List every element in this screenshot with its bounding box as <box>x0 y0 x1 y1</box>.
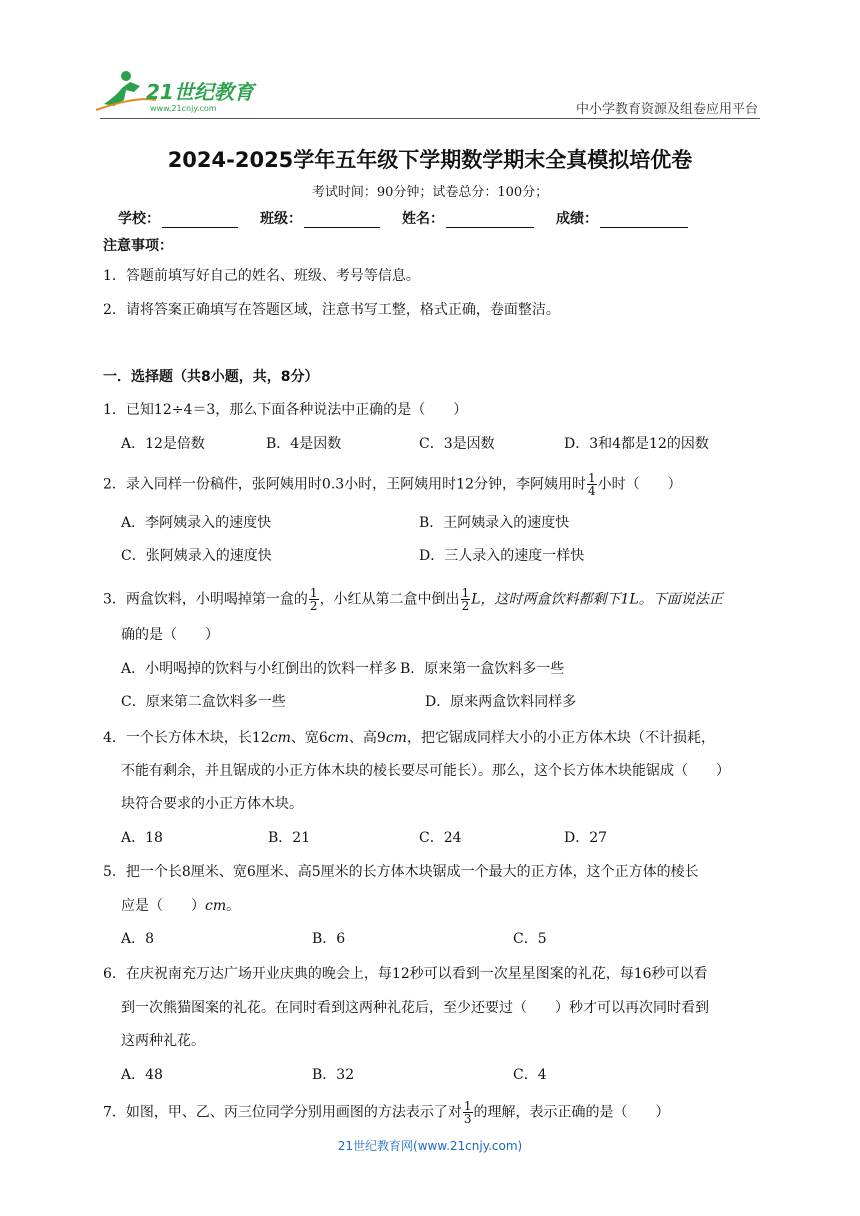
footer-link[interactable]: 21世纪教育网(www.21cnjy.com) <box>337 1139 523 1153</box>
q6-option-b[interactable]: B．32 <box>312 1067 355 1083</box>
logo-text: 21世纪教育 <box>146 80 254 104</box>
q1-stem: 1．已知12÷4＝3，那么下面各种说法中正确的是（ ） <box>103 402 468 418</box>
q4-stem-line2: 不能有剩余，并且锯成的小正方体木块的棱长要尽可能长）。那么，这个长方体木块能锯成（ ） <box>121 763 730 779</box>
q2-option-d[interactable]: D．三人录入的速度一样快 <box>419 548 585 564</box>
q3-option-c[interactable]: C．原来第二盒饮料多一些 <box>121 694 286 710</box>
q1-option-a[interactable]: A．12是倍数 <box>121 436 205 452</box>
q7-stem: 7．如图，甲、乙、丙三位同学分别用画图的方法表示了对 $\frac{1}{3}$ 的理解，表示正确的是（ ） <box>103 1099 670 1126</box>
class-field[interactable]: 班级： <box>260 208 380 228</box>
fraction: $\frac{1}{2}$ <box>309 586 318 613</box>
q3-stem: 3．两盒饮料，小明喝掉第一盒的 $\frac{1}{2}$ ，小红从第二盒中倒出 $\frac{1}{2}$ L，这时两盒饮料都剩下1L。下面说法正 <box>103 586 723 613</box>
q3-option-a[interactable]: A．小明喝掉的饮料与小红倒出的饮料一样多 <box>121 661 398 677</box>
q5-option-b[interactable]: B．6 <box>312 931 346 947</box>
notice-item-2: 2．请将答案正确填写在答题区域，注意书写工整，格式正确，卷面整洁。 <box>103 302 560 318</box>
fraction: $\frac{1}{3}$ <box>463 1099 472 1126</box>
q4-stem: 4．一个长方体木块，长12cm、宽6cm、高9cm，把它锯成同样大小的小正方体木块（不计损耗， <box>103 730 715 746</box>
q5-option-c[interactable]: C．5 <box>513 931 547 947</box>
fraction: $\frac{1}{4}$ <box>588 471 596 498</box>
logo-url: www.21cnjy.com <box>150 104 217 113</box>
q6-stem-line3: 这两种礼花。 <box>121 1033 205 1049</box>
info-fields <box>118 208 710 228</box>
q3-stem-line2: 确的是（ ） <box>121 627 219 643</box>
q5-option-a[interactable]: A．8 <box>121 931 155 947</box>
q2-option-b[interactable]: B．王阿姨录入的速度快 <box>419 515 570 531</box>
q4-option-b[interactable]: B．21 <box>268 830 311 846</box>
logo <box>96 66 266 114</box>
name-field[interactable]: 姓名： <box>402 208 534 228</box>
q2-stem: 2．录入同样一份稿件，张阿姨用时0.3小时，王阿姨用时12分钟，李阿姨用时 $\frac{1}{4}$ 小时（ ） <box>103 471 682 498</box>
q1-option-c[interactable]: C．3是因数 <box>419 436 495 452</box>
school-field[interactable]: 学校： <box>118 208 238 228</box>
q6-option-c[interactable]: C．4 <box>513 1067 547 1083</box>
q6-stem: 6．在庆祝南充万达广场开业庆典的晚会上，每12秒可以看到一次星星图案的礼花，每16秒可以看 <box>103 966 708 982</box>
platform-label: 中小学教育资源及组卷应用平台 <box>575 102 758 117</box>
score-field[interactable]: 成绩： <box>556 208 688 228</box>
q6-option-a[interactable]: A．48 <box>121 1067 163 1083</box>
q4-stem-line3: 块符合要求的小正方体木块。 <box>121 796 303 812</box>
q5-stem: 5．把一个长8厘米、宽6厘米、高5厘米的长方体木块锯成一个最大的正方体，这个正方体的棱长 <box>103 864 699 880</box>
exam-info: 考试时间：90分钟；试卷总分：100分； <box>311 185 549 200</box>
q2-option-c[interactable]: C．张阿姨录入的速度快 <box>121 548 272 564</box>
q4-option-c[interactable]: C．24 <box>419 830 462 846</box>
q1-option-b[interactable]: B．4是因数 <box>266 436 342 452</box>
q4-option-a[interactable]: A．18 <box>121 830 163 846</box>
q4-option-d[interactable]: D．27 <box>564 830 608 846</box>
q3-option-d[interactable]: D．原来两盒饮料同样多 <box>425 694 577 710</box>
header-divider <box>100 118 760 119</box>
notice-item-1: 1．答题前填写好自己的姓名、班级、考号等信息。 <box>103 268 420 284</box>
page-title: 2024-2025学年五年级下学期数学期末全真模拟培优卷 <box>167 148 693 172</box>
q6-stem-line2: 到一次熊猫图案的礼花。在同时看到这两种礼花后，至少还要过（ ）秒才可以再次同时看到 <box>121 1000 709 1016</box>
q3-option-b[interactable]: B．原来第一盒饮料多一些 <box>400 661 565 677</box>
q1-option-d[interactable]: D．3和4都是12的因数 <box>564 436 709 452</box>
q5-stem-line2: 应是（ ）cm。 <box>121 898 241 914</box>
q2-option-a[interactable]: A．李阿姨录入的速度快 <box>121 515 272 531</box>
section-heading: 一．选择题（共8小题，共，8分） <box>103 369 319 385</box>
fraction: $\frac{1}{2}$ <box>461 586 470 613</box>
notice-heading: 注意事项： <box>103 238 173 254</box>
